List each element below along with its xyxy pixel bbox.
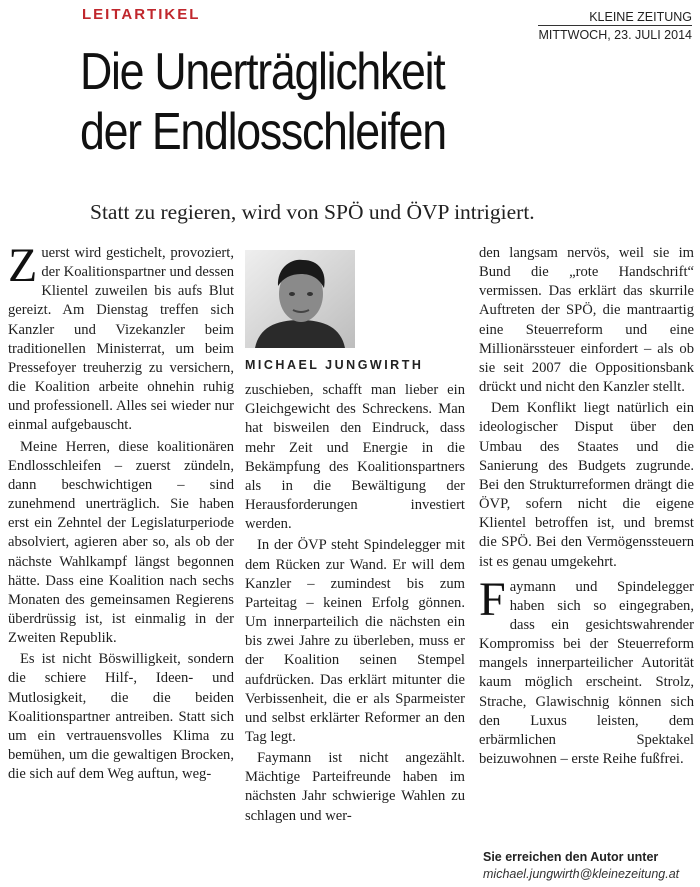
paragraph: Dem Konflikt liegt natürlich ein ideologischer Disput über den Umbau des Staates und die Sanierung des Budgets zugrunde. Bei den Strukturreformen drängt die ÖVP, sofern nicht die eigene Klientel betroffen ist, und bremst die SPÖ. Bei den Vermögenssteuern ist es genau umgekehrt. <box>479 400 694 570</box>
author-portrait-icon <box>245 250 355 348</box>
headline <box>80 42 446 162</box>
newspaper-name: KLEINE ZEITUNG <box>589 10 692 24</box>
paragraph: In der ÖVP steht Spindelegger mit dem Rücken zur Wand. Er will dem Kanzler – zumindest bis zum Parteitag – keinen Erfolg gönnen. Um innerparteilich die nächsten ein bis zwei Jahre zu überleben, muss er der Koalition seinen Stempel aufdrücken. Das erklärt mitunter die Verbissenheit, die er als Sparmeister und selbst erklärter Reformer an den Tag legt. <box>245 537 465 745</box>
paragraph: zuschieben, schafft man lieber ein Gleichgewicht des Schreckens. Man hat bisweilen den Eindruck, dass mehr Zeit und Energie in die Bekämpfung des Koalitionspartners als in die Bewältigung der Herausforderungen investiert werden. <box>245 382 465 533</box>
paragraph: den langsam nervös, weil sie im Bund die „rote Handschrift“ vermissen. Das erklärt das skurrile Auftreten der SPÖ, die mantraartig eine Steuerreform und eine Millionärssteuer einfordert – als ob sie seit 2007 die Oppositionsbank drückt und nicht den Kanzler stellt. <box>479 245 694 396</box>
issue-date: MITTWOCH, 23. JULI 2014 <box>538 25 692 43</box>
paragraph <box>8 239 234 436</box>
author-email[interactable]: michael.jungwirth@kleinezeitung.at <box>483 867 680 881</box>
drop-cap: Z <box>8 239 38 292</box>
paragraph: Meine Herren, diese koalitionären Endlosschleifen – zuerst zündeln, dann beschwichtigen – sind zunehmend unerträglich. Sie haben erst ein Zehntel der Legislaturperiode absolviert, agieren aber so, als ob der nächste Wahlkampf längst begonnen hätte. Dass eine Koalition nach sechs Monaten des gemeinsamen Regierens überdrüssig ist, ist einmalig in der Zweiten Republik. <box>8 438 234 647</box>
paragraph <box>479 572 694 770</box>
paragraph: Faymann ist nicht angezählt. Mächtige Parteifreunde haben im nächsten Jahr schwierige Wahlen zu schlagen und wer- <box>245 750 465 824</box>
author-contact <box>483 850 679 881</box>
masthead <box>538 9 692 43</box>
contact-title: Sie erreichen den Autor unter <box>483 850 659 864</box>
headline-line-2: der Endlosschleifen <box>80 103 446 161</box>
section-label: LEITARTIKEL <box>82 6 201 23</box>
article-column-1 <box>8 239 234 786</box>
article-column-3 <box>479 244 694 771</box>
author-photo <box>245 250 355 348</box>
headline-line-1: Die Unerträglichkeit <box>80 43 445 101</box>
subheadline: Statt zu regieren, wird von SPÖ und ÖVP intrigiert. <box>90 200 535 224</box>
article-column-2 <box>245 244 465 828</box>
author-byline: MICHAEL JUNGWIRTH <box>245 358 424 372</box>
paragraph-text: aymann und Spindelegger haben sich so eingegraben, dass ein gesichtswahrender Kompromiss bei der Steuerreform mangels innerparteilicher Autorität kaum möglich erscheint. Strolz, Strache, Glawischnig können sich den Luxus leisten, dem erbärmlichen Spektakel beizuwohnen – erste Reihe fußfrei. <box>479 578 694 768</box>
paragraph-text: uerst wird gestichelt, provoziert, der Koalitionspartner und dessen Klientel zuweilen bis aufs Blut gereizt. Am Dienstag treffen sich Kanzler und Vizekanzler beim traditionellen Ministerrat, um beim Pressefoyer treuherzig zu versichern, die Koalition arbeite ohnehin ruhig und professionell. Alles sei wieder nur einmal aufgebauscht. <box>8 245 234 434</box>
paragraph: Es ist nicht Böswilligkeit, sondern die schiere Hilf-, Ideen- und Mutlosigkeit, die die beiden Koalitionspartner antreiben. Statt sich um ein vertrauensvolles Klima zu bemühen, um die gewaltigen Brocken, die sich auf dem Weg auftun, weg- <box>8 651 234 783</box>
drop-cap: F <box>479 572 506 626</box>
